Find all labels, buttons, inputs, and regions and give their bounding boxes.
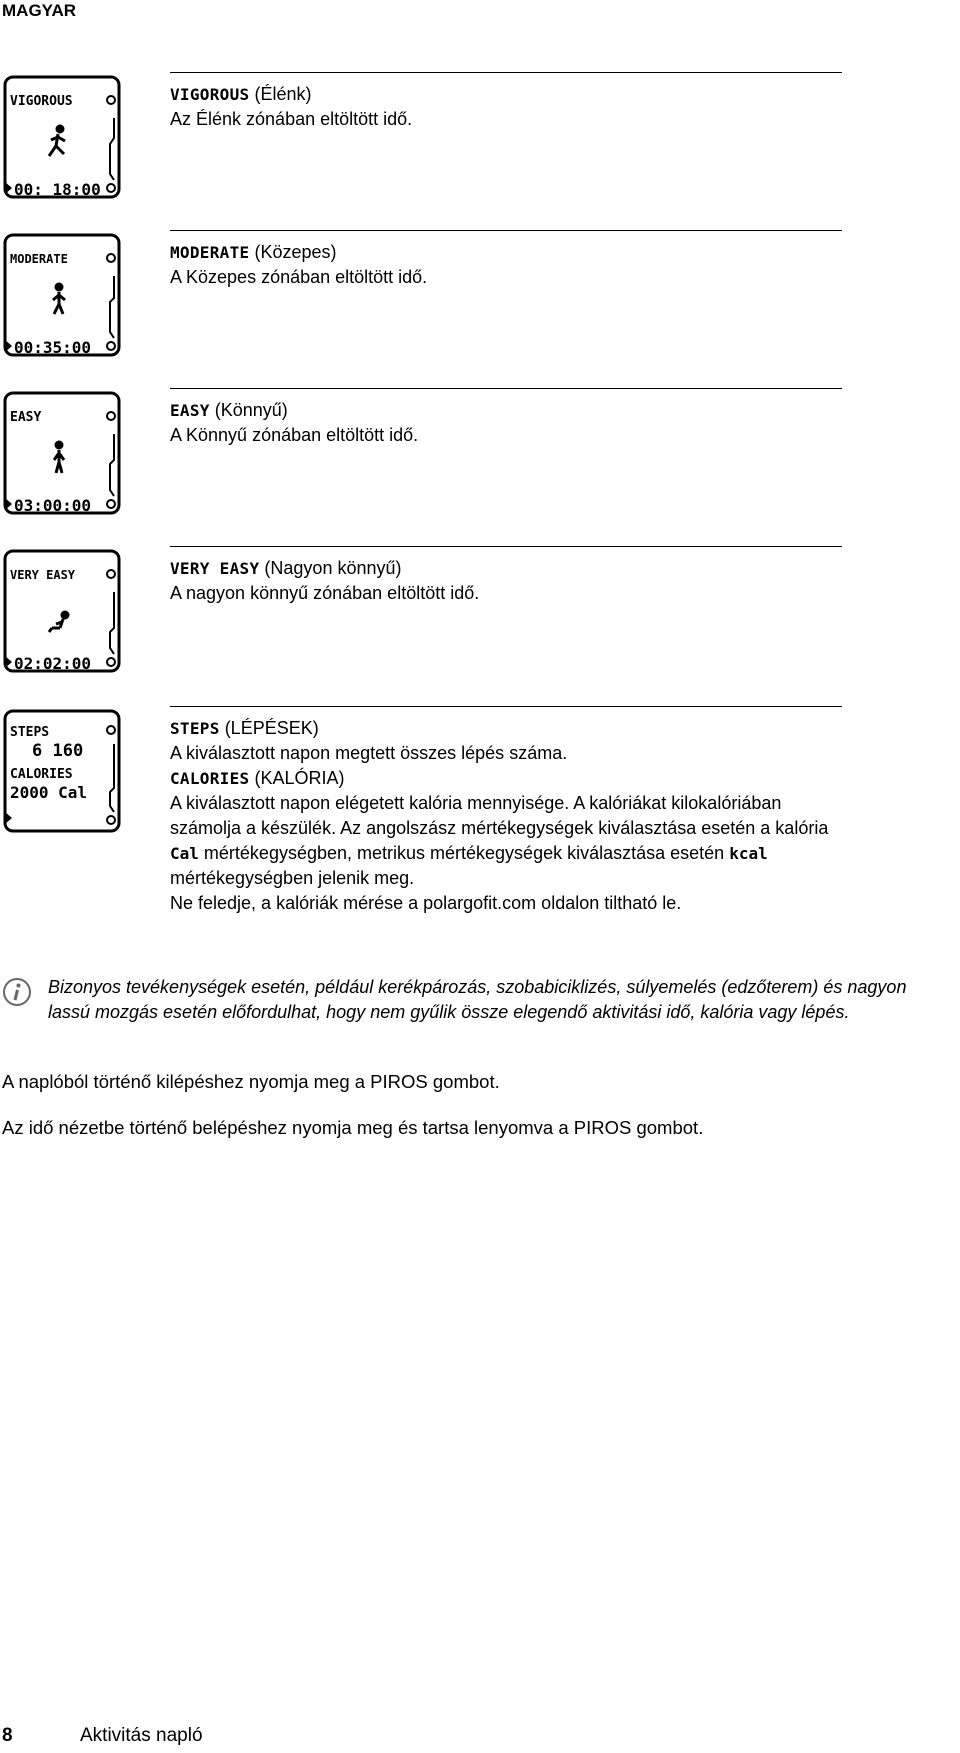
watch-label: VIGOROUS [10, 94, 73, 109]
unit-cal: Cal [170, 844, 199, 863]
exit-instruction: A naplóból történő kilépéshez nyomja meg a PIROS gombot. [2, 1071, 500, 1092]
section-title: Aktivitás napló [80, 1725, 203, 1746]
watch-time: 02:02:00 [14, 654, 92, 673]
entry-title: EASY [170, 401, 210, 420]
time-view-instruction: Az idő nézetbe történő belépéshez nyomja meg és tartsa lenyomva a PIROS gombot. [2, 1117, 704, 1138]
watch-screen-vigorous [2, 74, 122, 200]
entry-easy [0, 388, 960, 538]
watch-steps-label: STEPS [10, 725, 50, 740]
entry-subtitle-calories: (KALÓRIA) [254, 768, 345, 788]
watch-screen-moderate [2, 232, 122, 358]
info-icon [2, 977, 32, 1007]
unit-kcal: kcal [729, 844, 768, 863]
entry-description: A Közepes zónában eltöltött idő. [170, 267, 428, 287]
entry-subtitle: (Élénk) [254, 84, 312, 104]
calories-desc-line-2: számolja a készülék. Az angolszász mértékegységek kiválasztása esetén a kalória [170, 818, 829, 838]
entry-very-easy [0, 546, 960, 696]
entry-description: A Könnyű zónában eltöltött idő. [170, 425, 419, 445]
note-line-1: Bizonyos tevékenységek esetén, például kerékpározás, szobabiciklizés, súlyemelés (edzőterem) és nagyon [48, 977, 907, 997]
watch-label: EASY [10, 410, 42, 425]
entry-title: VERY EASY [170, 559, 260, 578]
calories-desc-line-4: mértékegységben jelenik meg. [170, 868, 415, 888]
watch-screen-very-easy [2, 548, 122, 674]
divider [170, 230, 842, 231]
entry-subtitle: (Nagyon könnyű) [264, 558, 402, 578]
entry-description: A nagyon könnyű zónában eltöltött idő. [170, 583, 480, 603]
divider [170, 72, 842, 73]
calories-desc-line-5: Ne feledje, a kalóriák mérése a polargofit.com oldalon tiltható le. [170, 893, 682, 913]
entry-subtitle: (Közepes) [254, 242, 337, 262]
watch-screen-steps-calories [2, 708, 122, 834]
calories-desc-line-1: A kiválasztott napon elégetett kalória mennyisége. A kalóriákat kilokalóriában [170, 793, 782, 813]
entry-subtitle: (LÉPÉSEK) [224, 718, 319, 738]
entry-title-calories: CALORIES [170, 769, 250, 788]
calories-desc-line-3: mértékegységben, metrikus mértékegységek kiválasztása esetén [203, 843, 725, 863]
entry-title: STEPS [170, 719, 220, 738]
entry-moderate [0, 230, 960, 380]
watch-time: 03:00:00 [14, 496, 92, 515]
language-header: MAGYAR [2, 1, 76, 20]
page-number: 8 [2, 1725, 13, 1746]
watch-steps-value: 6 160 [32, 741, 84, 761]
divider [170, 706, 842, 707]
watch-screen-easy [2, 390, 122, 516]
entry-vigorous [0, 72, 960, 222]
watch-label: VERY EASY [10, 568, 76, 582]
divider [170, 388, 842, 389]
entry-title: MODERATE [170, 243, 250, 262]
divider [170, 546, 842, 547]
entry-description: A kiválasztott napon megtett összes lépés száma. [170, 743, 568, 763]
watch-time: 00:35:00 [14, 338, 92, 357]
entry-subtitle: (Könnyű) [214, 400, 288, 420]
note-line-2: lassú mozgás esetén előfordulhat, hogy nem gyűlik össze elegendő aktivitási idő, kalória vagy lépés. [48, 1002, 850, 1022]
watch-time: 00: 18:00 [14, 180, 101, 199]
entry-title: VIGOROUS [170, 85, 250, 104]
watch-calories-label: CALORIES [10, 767, 73, 782]
entry-description: Az Élénk zónában eltöltött idő. [170, 109, 413, 129]
entry-steps-calories [0, 706, 960, 936]
watch-label: MODERATE [10, 252, 68, 266]
watch-calories-value: 2000 Cal [10, 783, 88, 802]
